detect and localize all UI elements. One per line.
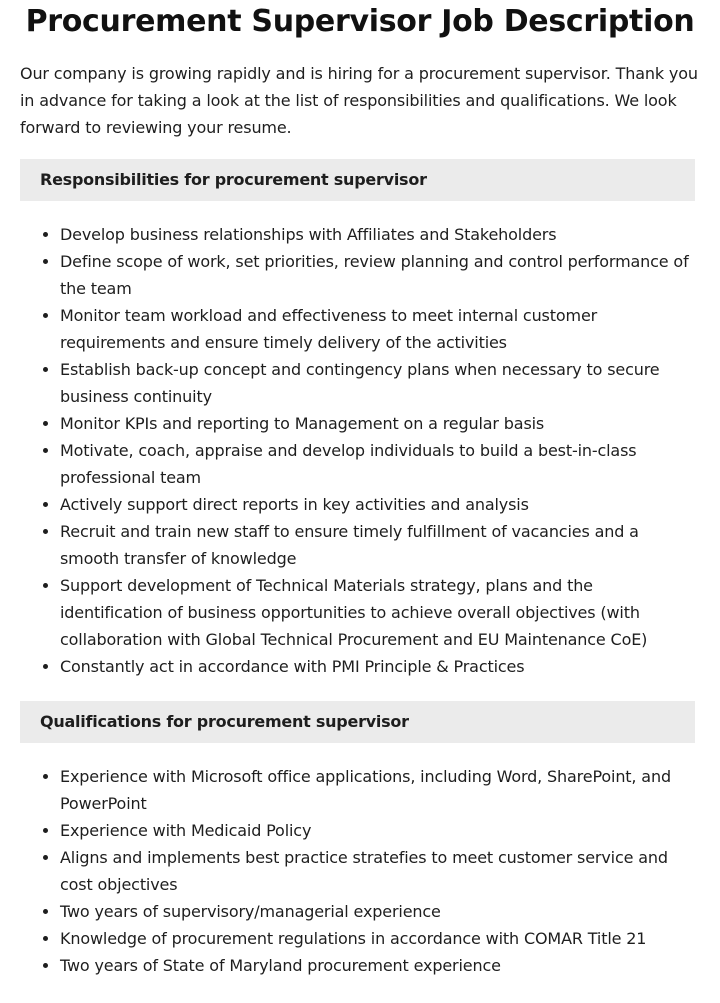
qualifications-list	[0, 763, 720, 979]
list-item: Actively support direct reports in key activities and analysis	[60, 491, 720, 518]
list-item: Constantly act in accordance with PMI Principle & Practices	[60, 653, 720, 680]
list-item: Experience with Microsoft office applications, including Word, SharePoint, and PowerPoint	[60, 763, 720, 817]
list-item: Recruit and train new staff to ensure timely fulfillment of vacancies and a smooth transfer of knowledge	[60, 518, 720, 572]
list-item: Two years of supervisory/managerial experience	[60, 898, 720, 925]
list-item: Two years of State of Maryland procurement experience	[60, 952, 720, 979]
list-item: Establish back-up concept and contingency plans when necessary to secure business continuity	[60, 356, 720, 410]
page-title: Procurement Supervisor Job Description	[25, 4, 695, 39]
list-item: Define scope of work, set priorities, review planning and control performance of the team	[60, 248, 720, 302]
list-item: Monitor team workload and effectiveness to meet internal customer requirements and ensure timely delivery of the activities	[60, 302, 720, 356]
list-item: Monitor KPIs and reporting to Management on a regular basis	[60, 410, 720, 437]
responsibilities-heading: Responsibilities for procurement supervisor	[20, 159, 695, 201]
intro-paragraph: Our company is growing rapidly and is hiring for a procurement supervisor. Thank you in advance for taking a look at the list of responsibilities and qualifications. We look forward to reviewing your resume.	[20, 64, 698, 137]
list-item: Motivate, coach, appraise and develop individuals to build a best-in-class professional team	[60, 437, 720, 491]
qualifications-heading: Qualifications for procurement supervisor	[20, 701, 695, 743]
list-item: Support development of Technical Materials strategy, plans and the identification of business opportunities to achieve overall objectives (with collaboration with Global Technical Procurement and EU Maintenance CoE)	[60, 572, 720, 653]
list-item: Develop business relationships with Affiliates and Stakeholders	[60, 221, 720, 248]
list-item: Aligns and implements best practice stratefies to meet customer service and cost objectives	[60, 844, 720, 898]
list-item: Experience with Medicaid Policy	[60, 817, 720, 844]
list-item: Knowledge of procurement regulations in accordance with COMAR Title 21	[60, 925, 720, 952]
responsibilities-list	[0, 221, 720, 681]
